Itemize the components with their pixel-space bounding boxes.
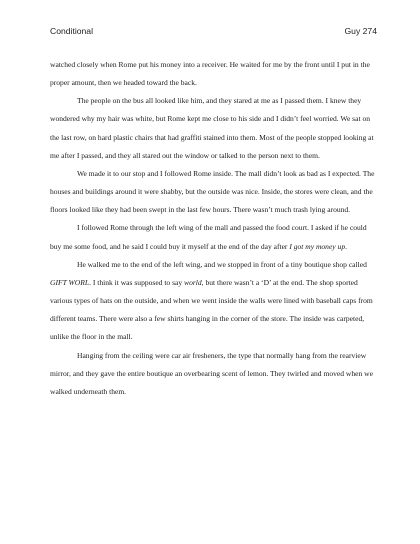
paragraph — [50, 347, 378, 401]
text-segment: The people on the bus all looked like him, and they stared at me as I passed them. I knew they wondered why my hair was white, but Rome kept me close to his side and I didn’t feel worried. We sat on the last row, on hard plastic chairs that had graffiti stained into them. Most of the people stopped looking at me after I passed, and they all stared out the window or talked to the person next to them. — [50, 96, 374, 160]
text-segment: , but there wasn’t a ‘D’ at the end. The shop sported various types of hats on the outside, and when we went inside the walls were lined with baseball caps from different teams. There were also a few shirts hanging in the corner of the store. The inside was carpeted, unlike the floor in the mall. — [50, 277, 373, 342]
italic-text-segment: world — [184, 277, 202, 287]
text-segment: watched closely when Rome put his money into a receiver. He waited for me by the front until I put in the proper amount, then we headed toward the back. — [50, 60, 370, 88]
text-segment: . — [345, 241, 347, 251]
italic-text-segment: GIFT WORL — [50, 277, 90, 287]
paragraph — [50, 56, 378, 92]
italic-text-segment: I got my money up — [289, 241, 346, 251]
paragraph — [50, 219, 378, 255]
header-title: Conditional — [50, 26, 93, 36]
text-segment: I followed Rome through the left wing of the mall and passed the food court. I asked if he could buy me some food, and he said I could buy it myself at the end of the day after — [50, 223, 367, 251]
text-segment: We made it to our stop and I followed Rome inside. The mall didn’t look as bad as I expected. The houses and buildings around it were shabby, but the outside was nice. Inside, the stores were clean, and the floors looked like they had been swept in the last few hours. There wasn’t much trash lying around. — [50, 168, 375, 215]
paragraph — [50, 92, 378, 165]
paragraph — [50, 165, 378, 219]
body-text — [50, 56, 378, 401]
header-page-label: Guy 274 — [344, 26, 377, 36]
text-segment: . I think it was supposed to say — [89, 277, 185, 287]
text-segment: Hanging from the ceiling were car air fresheners, the type that normally hang from the rearview mirror, and they gave the entire boutique an overbearing scent of lemon. They twirled and moved when we walked underneath them. — [50, 350, 373, 396]
text-segment: He walked me to the end of the left wing, and we stopped in front of a tiny boutique shop called — [77, 259, 367, 269]
running-header — [50, 26, 377, 40]
paragraph — [50, 256, 378, 347]
